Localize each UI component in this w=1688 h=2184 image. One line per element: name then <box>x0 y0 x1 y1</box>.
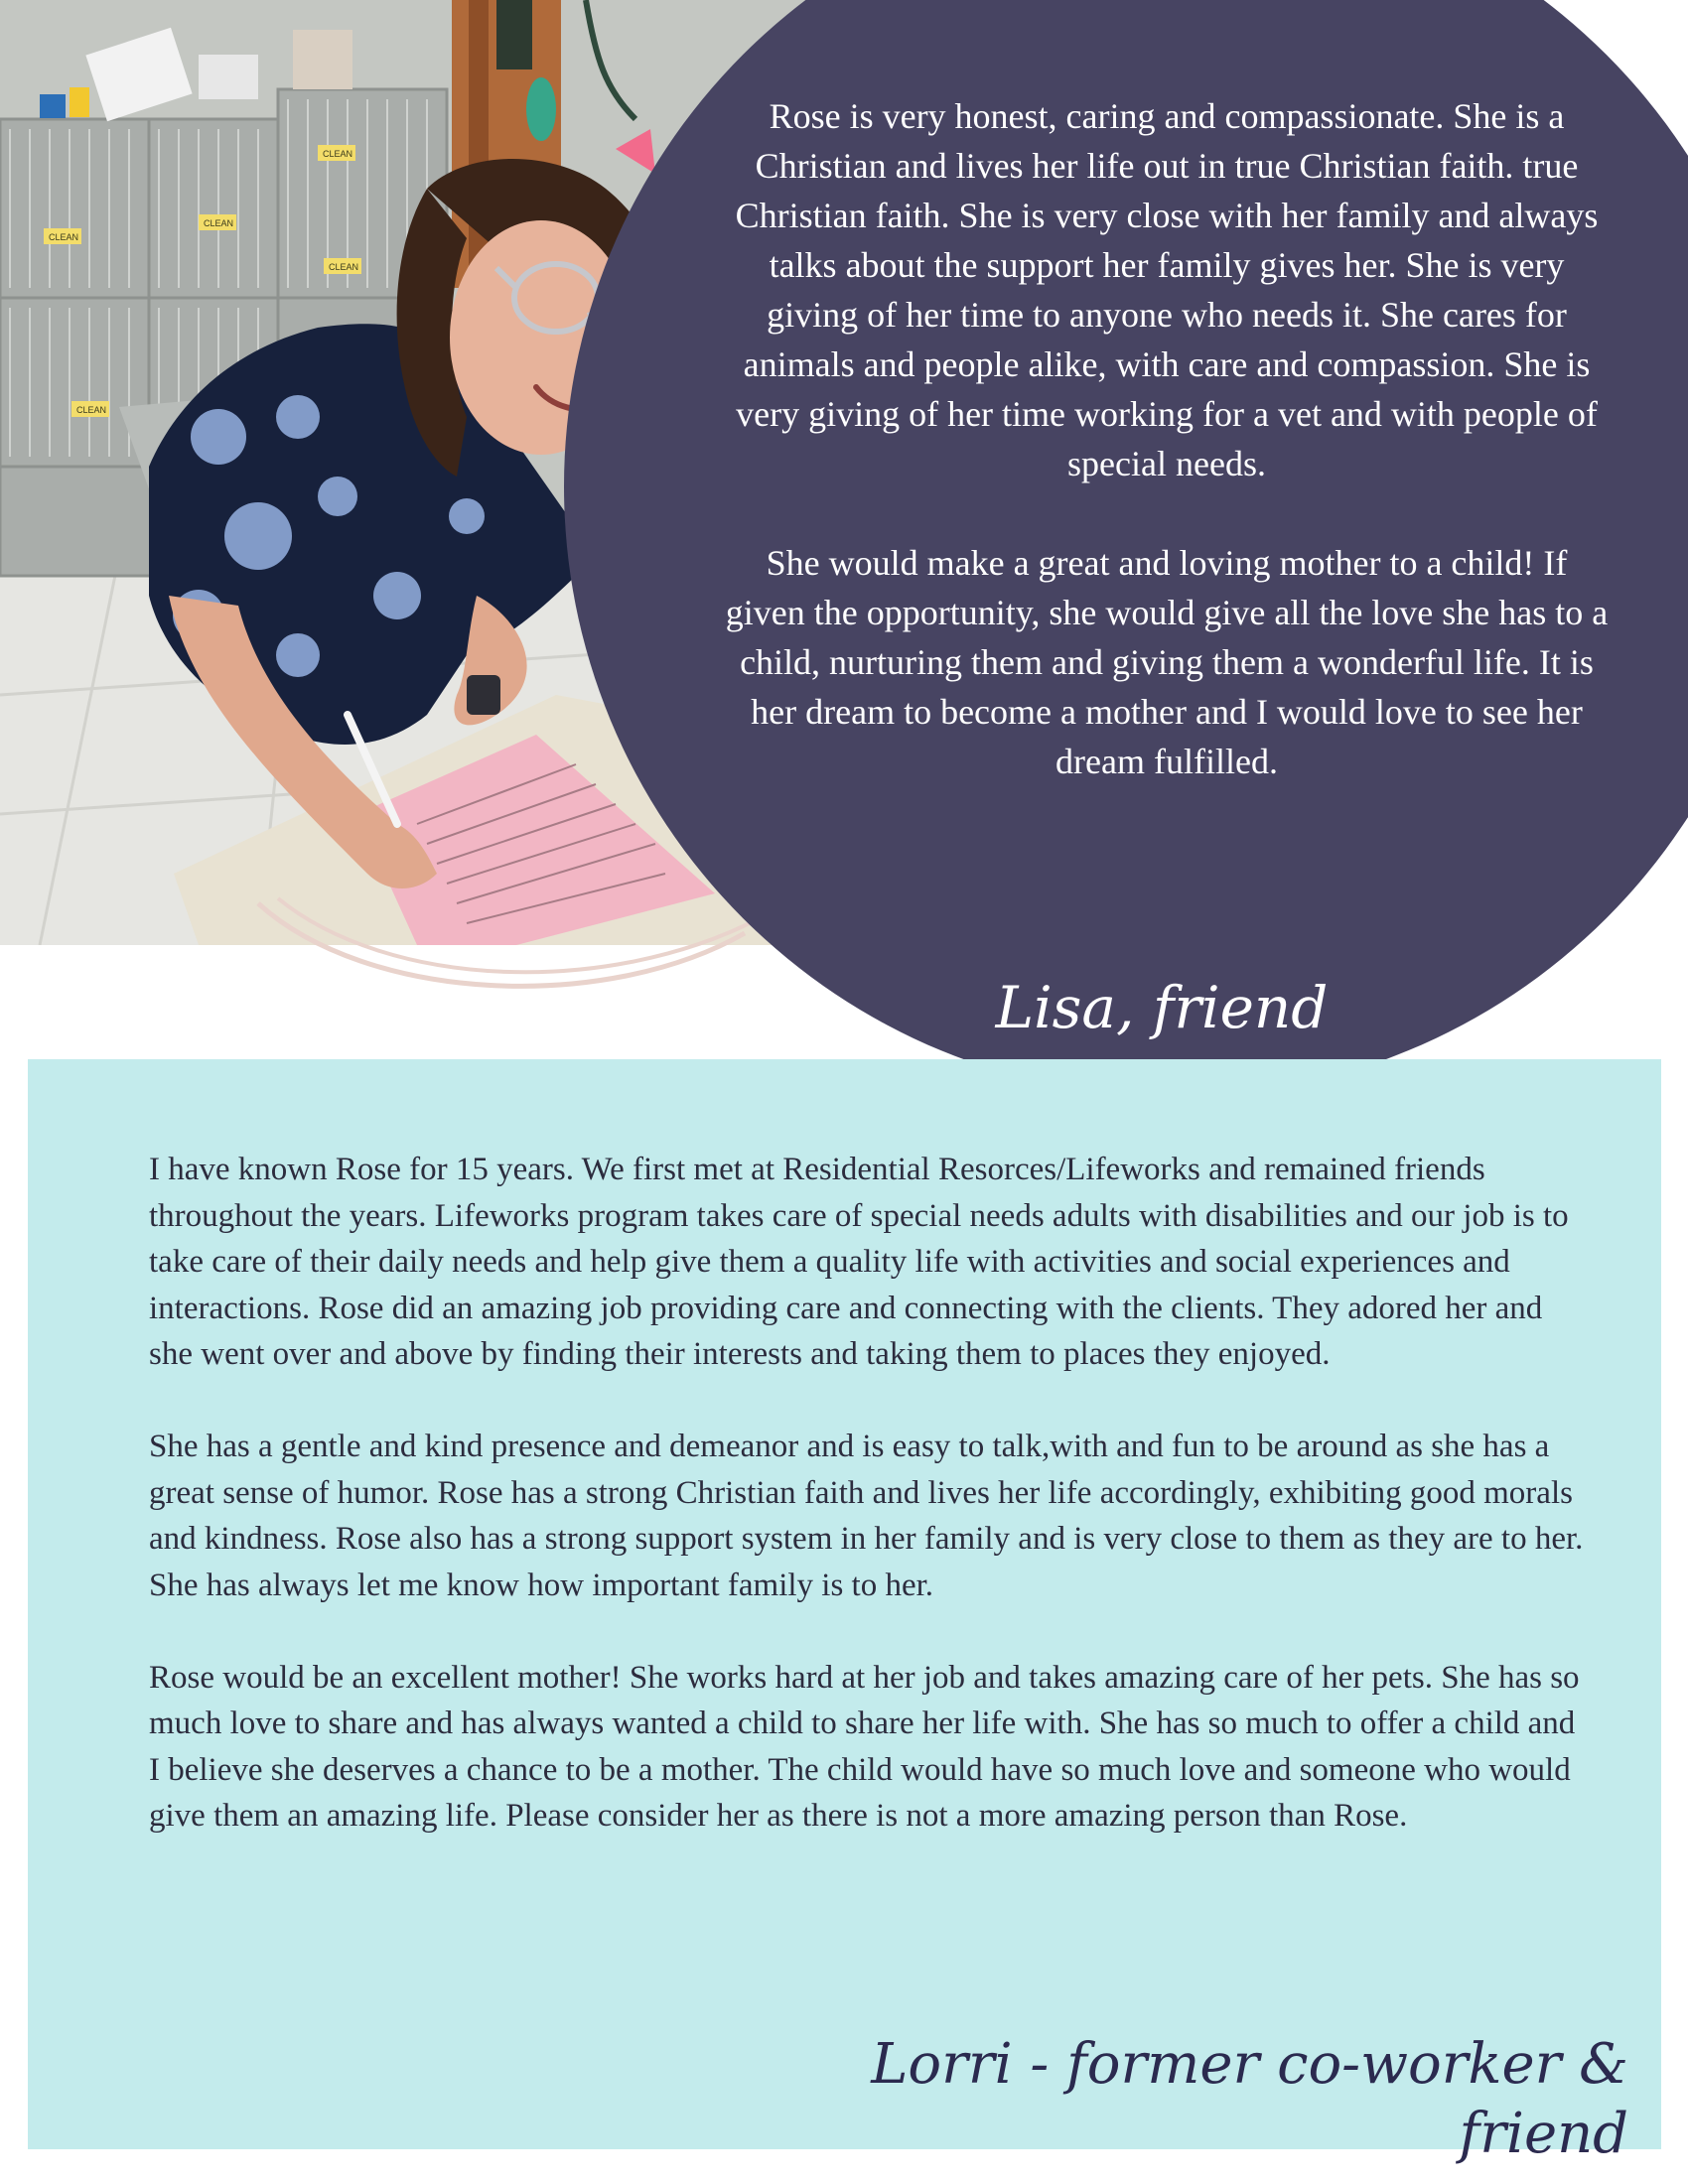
signature-lisa: Lisa, friend <box>995 974 1329 1041</box>
cage-label: CLEAN <box>49 232 79 242</box>
testimonial-lorri <box>149 1147 1589 1840</box>
cage-label: CLEAN <box>329 262 359 272</box>
testimonial-lisa-paragraph: She would make a great and loving mother to a child! If given the opportunity, she would give all the love she has to a child, nurturing them and giving them a wonderful life. It is her dream to become a mother and I would love to see her dream fulfilled. <box>725 543 1609 781</box>
testimonial-lorri-paragraph: I have known Rose for 15 years. We first met at Residential Resorces/Lifeworks and remained friends throughout the years. Lifeworks program takes care of special needs adults with disabilities and our job is to take care of their daily needs and help give them a quality life with activities and social experiences and interactions. Rose did an amazing job providing care and connecting with the clients. They adored her and she went over and above by finding their interests and taking them to places they enjoyed. <box>149 1152 1569 1372</box>
testimonial-lorri-paragraph: She has a gentle and kind presence and demeanor and is easy to talk,with and fun to be around as she has a great sense of humor. Rose has a strong Christian faith and lives her life accordingly, exhibiting good morals and kindness. Rose also has a strong support system in her family and is very close to them as they are to her. She has always let me know how important family is to her. <box>149 1429 1584 1603</box>
cage-label: CLEAN <box>76 405 107 415</box>
cage-label: CLEAN <box>323 149 353 159</box>
decorative-arcs <box>248 893 765 1042</box>
cage-label: CLEAN <box>204 218 234 228</box>
signature-lorri: Lorri - former co-worker & friend <box>871 2032 1628 2166</box>
testimonial-lisa <box>725 91 1609 786</box>
testimonial-lisa-paragraph: Rose is very honest, caring and compassionate. She is a Christian and lives her life out in true Christian faith. true Christian faith. She is very close with her family and always talks about the support her family gives her. She is very giving of her time to anyone who needs it. She cares for animals and people alike, with care and compassion. She is very giving of her time working for a vet and with people of special needs. <box>735 96 1599 483</box>
testimonial-lorri-paragraph: Rose would be an excellent mother! She works hard at her job and takes amazing care of her pets. She has so much love to share and has always wanted a child to share her life with. She has so much to offer a child and I believe she deserves a chance to be a mother. The child would have so much love and someone who would give them an amazing life. Please consider her as there is not a more amazing person than Rose. <box>149 1659 1580 1834</box>
